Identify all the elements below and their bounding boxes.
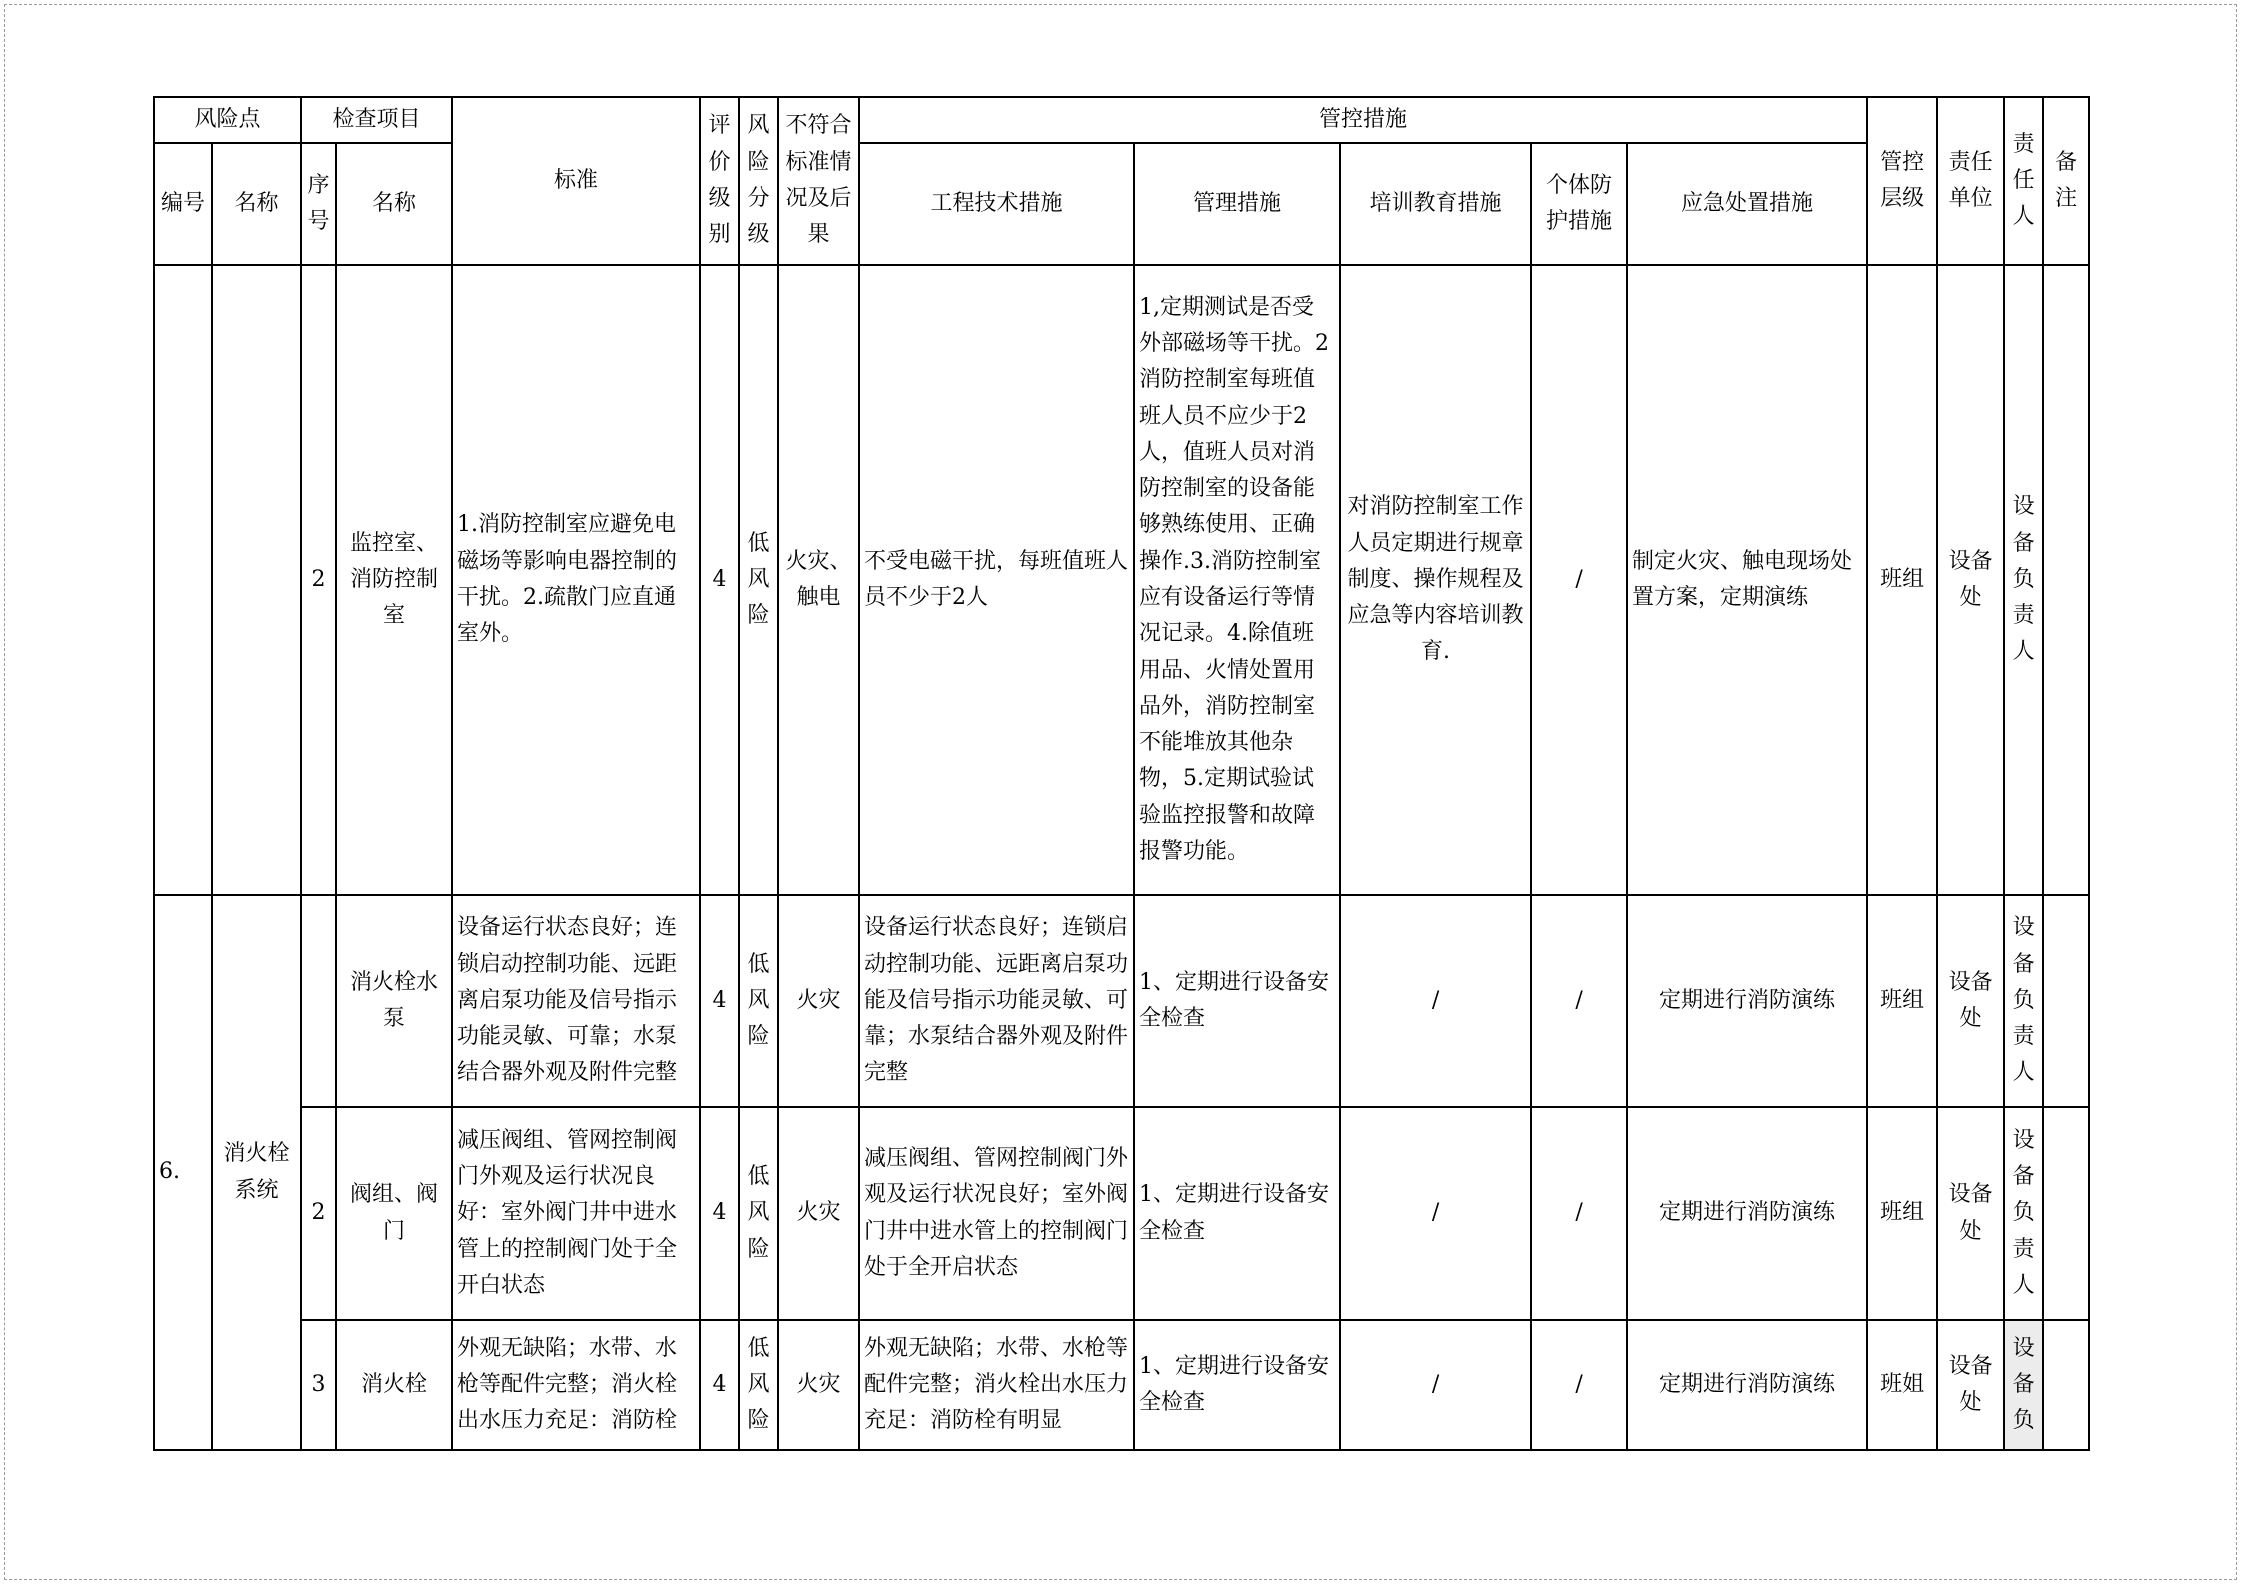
cell-ppe: / xyxy=(1531,1107,1627,1320)
cell-grade: 低风险 xyxy=(739,1320,778,1450)
cell-person: 设备负责人 xyxy=(2004,1107,2043,1320)
table-row xyxy=(154,265,2089,895)
cell-mgmt: 1、定期进行设备安全检查 xyxy=(1134,895,1340,1107)
cell-remark xyxy=(2043,1107,2089,1320)
cell-unit: 设备处 xyxy=(1937,265,2004,895)
header-emerg: 应急处置措施 xyxy=(1627,143,1867,265)
cell-item-name: 消火栓水泵 xyxy=(336,895,452,1107)
cell-grade: 低风险 xyxy=(739,895,778,1107)
cell-item-name: 消火栓 xyxy=(336,1320,452,1450)
cell-num xyxy=(154,265,212,895)
cell-eval: 4 xyxy=(700,265,739,895)
cell-level: 班组 xyxy=(1867,1107,1937,1320)
cell-mgmt: 1、定期进行设备安全检查 xyxy=(1134,1320,1340,1450)
header-check-item: 检查项目 xyxy=(301,97,452,143)
cell-item-name: 阀组、阀门 xyxy=(336,1107,452,1320)
cell-train: 对消防控制室工作人员定期进行规章制度、操作规程及应急等内容培训教育. xyxy=(1340,265,1531,895)
cell-level: 班组 xyxy=(1867,895,1937,1107)
cell-nonconform: 火灾 xyxy=(778,1107,859,1320)
cell-eval: 4 xyxy=(700,895,739,1107)
header-resp-person: 责任人 xyxy=(2004,97,2043,265)
cell-item-name: 监控室、消防控制室 xyxy=(336,265,452,895)
group-name: 消火栓系统 xyxy=(212,895,301,1450)
cell-train: / xyxy=(1340,1107,1531,1320)
cell-emerg: 定期进行消防演练 xyxy=(1627,1320,1867,1450)
risk-control-table xyxy=(153,96,2090,1451)
cell-unit: 设备处 xyxy=(1937,1320,2004,1450)
cell-eng: 减压阀组、管网控制阀门外观及运行状况良好；室外阀门井中进水管上的控制阀门处于全开启状态 xyxy=(859,1107,1134,1320)
header-eval-level: 评价级别 xyxy=(700,97,739,265)
cell-eng: 设备运行状态良好；连锁启动控制功能、远距离启泵功能及信号指示功能灵敏、可靠；水泵结合器外观及附件完整 xyxy=(859,895,1134,1107)
header-remark: 备注 xyxy=(2043,97,2089,265)
cell-standard: 设备运行状态良好；连锁启动控制功能、远距离启泵功能及信号指示功能灵敏、可靠；水泵结合器外观及附件完整 xyxy=(452,895,700,1107)
cell-emerg: 定期进行消防演练 xyxy=(1627,1107,1867,1320)
header-num: 编号 xyxy=(154,143,212,265)
cell-ppe: / xyxy=(1531,265,1627,895)
cell-ppe: / xyxy=(1531,1320,1627,1450)
cell-standard: 外观无缺陷；水带、水枪等配件完整；消火栓出水压力充足：消防栓 xyxy=(452,1320,700,1450)
cell-person: 设备负责人 xyxy=(2004,265,2043,895)
cell-ppe: / xyxy=(1531,895,1627,1107)
cell-seq: 2 xyxy=(301,1107,336,1320)
header-nonconform: 不符合标准情况及后果 xyxy=(778,97,859,265)
cell-seq: 3 xyxy=(301,1320,336,1450)
cell-nonconform: 火灾 xyxy=(778,1320,859,1450)
cell-name xyxy=(212,265,301,895)
cell-eval: 4 xyxy=(700,1320,739,1450)
header-train: 培训教育措施 xyxy=(1340,143,1531,265)
header-eng: 工程技术措施 xyxy=(859,143,1134,265)
cell-mgmt: 1,定期测试是否受外部磁场等干扰。2消防控制室每班值班人员不应少于2人，值班人员对消防控制室的设备能够熟练使用、正确操作.3.消防控制室应有设备运行等情况记录。4.除值班用品、火情处置用品外，消防控制室不能堆放其他杂物，5.定期试验试验监控报警和故障报警功能。 xyxy=(1134,265,1340,895)
cell-person: 设备负责人 xyxy=(2004,895,2043,1107)
cell-level: 班姐 xyxy=(1867,1320,1937,1450)
cell-remark xyxy=(2043,265,2089,895)
cell-unit: 设备处 xyxy=(1937,895,2004,1107)
cell-person: 设备负 xyxy=(2004,1320,2043,1450)
cell-remark xyxy=(2043,1320,2089,1450)
table-row xyxy=(154,895,2089,1107)
header-control-measures: 管控措施 xyxy=(859,97,1867,143)
cell-mgmt: 1、定期进行设备安全检查 xyxy=(1134,1107,1340,1320)
cell-nonconform: 火灾、触电 xyxy=(778,265,859,895)
cell-train: / xyxy=(1340,895,1531,1107)
cell-seq: 2 xyxy=(301,265,336,895)
cell-unit: 设备处 xyxy=(1937,1107,2004,1320)
header-standard: 标准 xyxy=(452,97,700,265)
cell-remark xyxy=(2043,895,2089,1107)
header-name: 名称 xyxy=(212,143,301,265)
header-resp-unit: 责任单位 xyxy=(1937,97,2004,265)
header-row-1 xyxy=(154,97,2089,143)
header-control-level: 管控层级 xyxy=(1867,97,1937,265)
header-risk-point: 风险点 xyxy=(154,97,301,143)
cell-grade: 低风险 xyxy=(739,1107,778,1320)
cell-level: 班组 xyxy=(1867,265,1937,895)
cell-emerg: 定期进行消防演练 xyxy=(1627,895,1867,1107)
table-row xyxy=(154,1107,2089,1320)
header-row-2 xyxy=(154,143,2089,265)
header-seq: 序号 xyxy=(301,143,336,265)
group-num: 6. xyxy=(154,895,212,1450)
header-item-name: 名称 xyxy=(336,143,452,265)
cell-standard: 减压阀组、管网控制阀门外观及运行状况良好：室外阀门井中进水管上的控制阀门处于全开白状态 xyxy=(452,1107,700,1320)
table-row xyxy=(154,1320,2089,1450)
cell-emerg: 制定火灾、触电现场处置方案，定期演练 xyxy=(1627,265,1867,895)
cell-nonconform: 火灾 xyxy=(778,895,859,1107)
cell-eval: 4 xyxy=(700,1107,739,1320)
cell-eng: 外观无缺陷；水带、水枪等配件完整；消火栓出水压力充足：消防栓有明显 xyxy=(859,1320,1134,1450)
header-ppe: 个体防护措施 xyxy=(1531,143,1627,265)
cell-train: / xyxy=(1340,1320,1531,1450)
cell-standard: 1.消防控制室应避免电磁场等影响电器控制的干扰。2.疏散门应直通室外。 xyxy=(452,265,700,895)
cell-eng: 不受电磁干扰，每班值班人员不少于2人 xyxy=(859,265,1134,895)
header-risk-grade: 风险分级 xyxy=(739,97,778,265)
cell-seq xyxy=(301,895,336,1107)
cell-grade: 低风险 xyxy=(739,265,778,895)
header-mgmt: 管理措施 xyxy=(1134,143,1340,265)
